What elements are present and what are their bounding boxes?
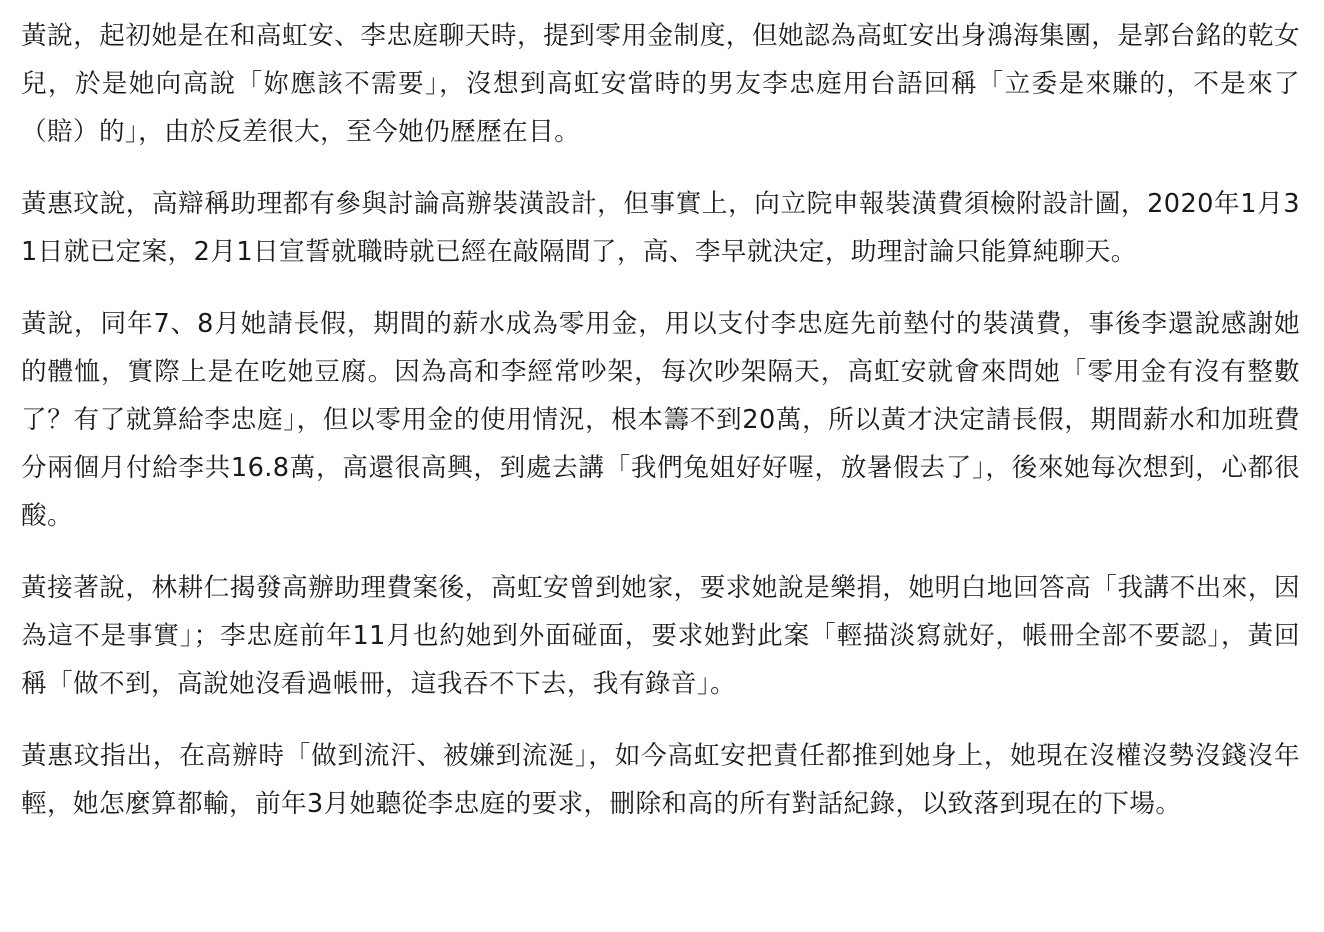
paragraph-5: 黃惠玟指出，在高辦時「做到流汗、被嫌到流涎」，如今高虹安把責任都推到她身上，她現在沒權沒勢沒錢沒年輕，她怎麼算都輸，前年3月她聽從李忠庭的要求，刪除和高的所有對話紀錄，以致落到現在的下場。	[21, 741, 1300, 819]
paragraph-2: 黃惠玟說，高辯稱助理都有參與討論高辦裝潢設計，但事實上，向立院申報裝潢費須檢附設計圖，2020年1月31日就已定案，2月1日宣誓就職時就已經在敲隔間了，高、李早就決定，助理討論只能算純聊天。	[21, 189, 1300, 267]
paragraph-4: 黃接著說，林耕仁揭發高辦助理費案後，高虹安曾到她家，要求她說是樂捐，她明白地回答高「我講不出來，因為這不是事實」；李忠庭前年11月也約她到外面碰面，要求她對此案「輕描淡寫就好，帳冊全部不要認」，黃回稱「做不到，高說她沒看過帳冊，這我吞不下去，我有錄音」。	[21, 573, 1300, 699]
paragraph-3: 黃說，同年7、8月她請長假，期間的薪水成為零用金，用以支付李忠庭先前墊付的裝潢費，事後李還說感謝她的體恤，實際上是在吃她豆腐。因為高和李經常吵架，每次吵架隔天，高虹安就會來問她「零用金有沒有整數了？有了就算給李忠庭」，但以零用金的使用情況，根本籌不到20萬，所以黃才決定請長假，期間薪水和加班費分兩個月付給李共16.8萬，高還很高興，到處去講「我們兔姐好好喔，放暑假去了」，後來她每次想到，心都很酸。	[21, 309, 1300, 531]
paragraph-1: 黃說，起初她是在和高虹安、李忠庭聊天時，提到零用金制度，但她認為高虹安出身鴻海集團，是郭台銘的乾女兒，於是她向高說「妳應該不需要」，沒想到高虹安當時的男友李忠庭用台語回稱「立委是來賺的，不是來了（賠）的」，由於反差很大，至今她仍歷歷在目。	[21, 21, 1300, 147]
